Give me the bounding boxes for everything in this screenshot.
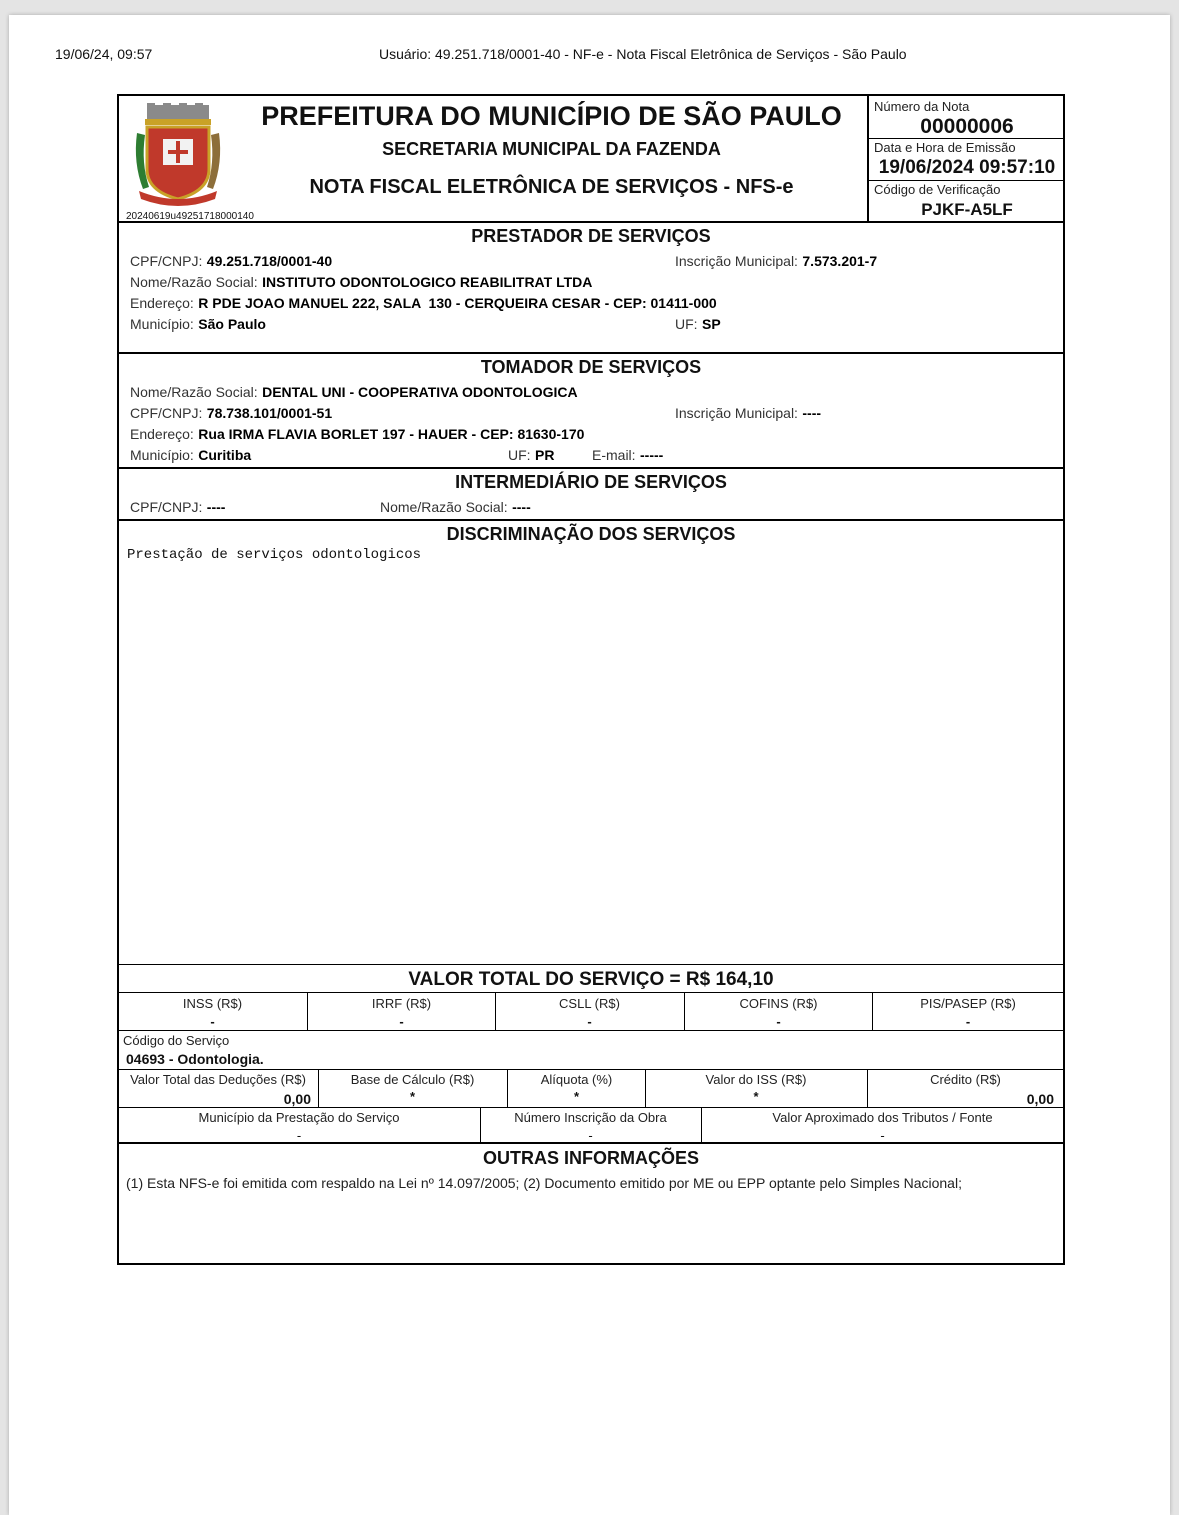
tomador-endereco-row: Endereço: Rua IRMA FLAVIA BORLET 197 - HAUER - CEP: 81630-170	[130, 426, 585, 442]
prestador-municipio: São Paulo	[198, 316, 266, 332]
nfse-document	[117, 94, 1065, 1265]
secretaria-title: SECRETARIA MUNICIPAL DA FAZENDA	[382, 139, 721, 159]
tomador-municipio: Curitiba	[198, 447, 252, 463]
prestador-uf: SP	[702, 316, 721, 332]
brasao-sao-paulo-icon	[133, 103, 223, 213]
base-calculo-value: *	[409, 1089, 416, 1104]
valor-iss-label: Valor do ISS (R$)	[705, 1072, 807, 1087]
intermediario-cnpj-row: CPF/CNPJ: ----	[130, 499, 226, 515]
prestador-title: PRESTADOR DE SERVIÇOS	[471, 226, 711, 246]
prestador-municipio-row: Município: São Paulo	[130, 316, 266, 332]
prestador-cnpj-row: CPF/CNPJ: 49.251.718/0001-40	[130, 253, 333, 269]
intermediario-cnpj: ----	[206, 499, 226, 515]
prefeitura-title: PREFEITURA DO MUNICÍPIO DE SÃO PAULO	[261, 101, 842, 131]
prestador-im-row: Inscrição Municipal: 7.573.201-7	[675, 253, 878, 269]
deducoes-label: Valor Total das Deduções (R$)	[130, 1072, 306, 1087]
tomador-uf-row: UF: PR	[508, 447, 555, 463]
tomador-im-row: Inscrição Municipal: ----	[675, 405, 822, 421]
valor-iss-value: *	[753, 1089, 759, 1104]
intermediario-nome-row: Nome/Razão Social: ----	[380, 499, 531, 515]
numero-value: 00000006	[920, 115, 1014, 138]
municipio-prestacao-value: -	[296, 1128, 302, 1143]
outras-info-text: (1) Esta NFS-e foi emitida com respaldo na Lei nº 14.097/2005; (2) Documento emitido por ME ou EPP optante pelo Simples Nacional;	[126, 1175, 962, 1191]
inss-label: INSS (R$)	[182, 996, 243, 1011]
cofins-value: -	[776, 1014, 781, 1029]
csll-value: -	[587, 1014, 592, 1029]
pis-pasep-value: -	[965, 1014, 971, 1029]
tomador-endereco: Rua IRMA FLAVIA BORLET 197 - HAUER - CEP: 81630-170	[198, 426, 585, 442]
barcode-text: 20240619u49251718000140	[126, 211, 254, 222]
emissao-label: Data e Hora de Emissão	[874, 140, 1016, 155]
prestador-endereco-row: Endereço: R PDE JOAO MANUEL 222, SALA 130 - CERQUEIRA CESAR - CEP: 01411-000	[130, 295, 717, 311]
verificacao-value: PJKF-A5LF	[921, 200, 1013, 219]
discriminacao-text: Prestação de serviços odontologicos	[127, 547, 422, 563]
irrf-label: IRRF (R$)	[371, 996, 432, 1011]
tomador-nome-row: Nome/Razão Social: DENTAL UNI - COOPERATIVA ODONTOLOGICA	[130, 384, 578, 400]
tomador-email-row: E-mail: -----	[592, 447, 664, 463]
base-calculo-label: Base de Cálculo (R$)	[350, 1072, 475, 1087]
tomador-municipio-row: Município: Curitiba	[130, 447, 252, 463]
inscricao-obra-label: Número Inscrição da Obra	[514, 1110, 667, 1125]
tributos-fonte-value: -	[880, 1128, 885, 1143]
numero-label: Número da Nota	[874, 99, 970, 114]
municipio-prestacao-label: Município da Prestação do Serviço	[198, 1110, 400, 1125]
credito-label: Crédito (R$)	[930, 1072, 1001, 1087]
prestador-nome-row: Nome/Razão Social: INSTITUTO ODONTOLOGICO REABILITRAT LTDA	[130, 274, 593, 290]
valor-total: VALOR TOTAL DO SERVIÇO = R$ 164,10	[408, 969, 774, 990]
print-user-line: Usuário: 49.251.718/0001-40 - NF-e - Nota Fiscal Eletrônica de Serviços - São Paulo	[379, 46, 907, 62]
pis-pasep-label: PIS/PASEP (R$)	[920, 996, 1016, 1011]
cofins-label: COFINS (R$)	[739, 996, 818, 1011]
emissao-value: 19/06/2024 09:57:10	[878, 157, 1056, 178]
csll-label: CSLL (R$)	[559, 996, 620, 1011]
tomador-cnpj: 78.738.101/0001-51	[206, 405, 333, 421]
prestador-cnpj: 49.251.718/0001-40	[206, 253, 333, 269]
tomador-im: ----	[802, 405, 822, 421]
prestador-uf-row: UF: SP	[675, 316, 721, 332]
irrf-value: -	[399, 1014, 404, 1029]
tomador-email: -----	[640, 447, 664, 463]
codigo-servico-value: 04693 - Odontologia.	[126, 1051, 264, 1067]
prestador-endereco: R PDE JOAO MANUEL 222, SALA 130 - CERQUEIRA CESAR - CEP: 01411-000	[198, 295, 717, 311]
inss-value: -	[210, 1014, 215, 1029]
prestador-im: 7.573.201-7	[802, 253, 878, 269]
tomador-cnpj-row: CPF/CNPJ: 78.738.101/0001-51	[130, 405, 333, 421]
codigo-servico-label: Código do Serviço	[123, 1033, 230, 1048]
tomador-nome: DENTAL UNI - COOPERATIVA ODONTOLOGICA	[262, 384, 578, 400]
intermediario-nome: ----	[512, 499, 531, 515]
prestador-nome: INSTITUTO ODONTOLOGICO REABILITRAT LTDA	[262, 274, 593, 290]
aliquota-label: Alíquota (%)	[540, 1072, 613, 1087]
outras-info-title: OUTRAS INFORMAÇÕES	[483, 1148, 699, 1168]
nfse-title: NOTA FISCAL ELETRÔNICA DE SERVIÇOS - NFS-e	[309, 176, 794, 198]
discriminacao-title: DISCRIMINAÇÃO DOS SERVIÇOS	[446, 524, 736, 544]
inscricao-obra-value: -	[588, 1128, 593, 1143]
aliquota-value: *	[573, 1089, 580, 1104]
print-datetime: 19/06/24, 09:57	[55, 46, 153, 62]
note-info-box	[867, 96, 1065, 221]
credito-value: 0,00	[1026, 1091, 1054, 1107]
verificacao-label: Código de Verificação	[874, 182, 1001, 197]
tomador-uf: PR	[535, 447, 555, 463]
intermediario-title: INTERMEDIÁRIO DE SERVIÇOS	[455, 472, 727, 492]
tributos-fonte-label: Valor Aproximado dos Tributos / Fonte	[772, 1110, 993, 1125]
tomador-title: TOMADOR DE SERVIÇOS	[480, 357, 702, 377]
deducoes-value: 0,00	[283, 1091, 311, 1107]
